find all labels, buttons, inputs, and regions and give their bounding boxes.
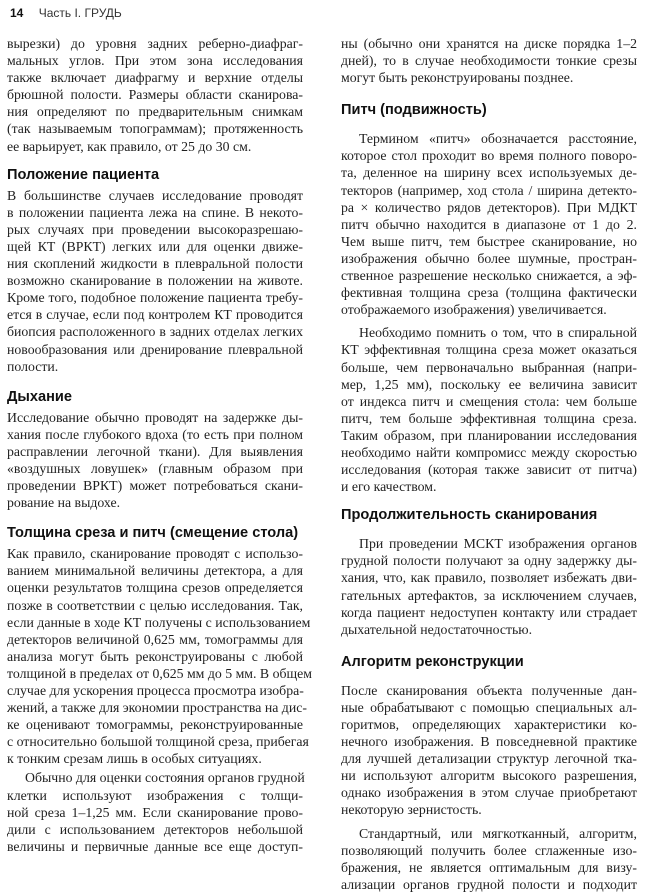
text-line: полости. [7, 358, 59, 374]
text-line: к тонким срезам лишь в особых ситуациях. [7, 751, 262, 767]
text-line: новообразования или дренирование плевральной [7, 341, 303, 357]
text-line: которое стол проходит во время полного поворо- [341, 148, 637, 164]
page-number: 14 [10, 6, 24, 20]
text-line: ке оценивают томограммы, реконструированные [7, 717, 303, 733]
text-line: некоторую зернистость. [341, 802, 482, 818]
text-line: фективная толщина среза (толщина фактически [341, 285, 637, 301]
text-line: ны (обычно они хранятся на диске порядка 1–2 [341, 36, 637, 51]
text-line: В большинстве случаев исследование проводят [7, 187, 303, 203]
text-line: однако изображения в этом случае приобретают [341, 785, 637, 801]
text-line: возможно сканирование в положении на животе. [7, 273, 303, 289]
text-line: необходимо найти компромисс между скоростью [341, 444, 637, 460]
text-line: ни используют алгоритм высокого разрешения, [341, 768, 637, 784]
text-line: если данные в ходе КТ получены с использованием [7, 614, 311, 630]
text-line: анализа могут быть реконструированы с любой [7, 648, 303, 664]
text-line: «воздушных ловушек» (главным образом при [7, 460, 303, 476]
text-line: рых случаях при проведении высокоразрешаю- [7, 221, 303, 237]
paragraph [341, 35, 637, 86]
paragraph [7, 545, 312, 767]
text-line: текторов (например, ход стола / ширина детекто- [341, 182, 637, 198]
paragraph [341, 825, 637, 893]
text-line: детекторов величиной 0,625 мм, томограммы для [7, 631, 303, 647]
section-heading: Алгоритм реконструкции [341, 653, 524, 670]
text-line: ра × количество рядов детекторов). При МДКТ [341, 199, 637, 215]
text-line: мер, 1,25 мм), поскольку ее величина зависит [341, 376, 637, 392]
text-line: ной среза 1–1,25 мм. Если сканирование прово- [7, 804, 303, 820]
text-line: мальных углов. При этом зона исследования [7, 53, 303, 69]
text-line: изображения обычно более шумные, простран- [341, 250, 637, 266]
paragraph [341, 324, 637, 495]
text-line: (так называемым топограммам); протяженность [7, 121, 303, 137]
paragraph [7, 35, 303, 155]
text-line: в положении пациента лежа на спине. В некото- [7, 204, 303, 220]
text-line: ния скоплений жидкости в плевральной полости [7, 256, 303, 272]
text-line: ния определяют по предварительным снимкам [7, 104, 303, 120]
left-column [7, 35, 312, 855]
text-line: Кроме того, подобное положение пациента требу- [7, 290, 303, 306]
text-line: дыхательной недостаточностью. [341, 621, 533, 637]
text-line: дней), то в случае необходимости тонкие срезы [341, 53, 637, 69]
paragraph [7, 187, 303, 375]
running-head [10, 5, 122, 21]
text-line: брюшной полости. Размеры области сканирова- [7, 87, 303, 103]
text-line: клетки используют изображения с толщи- [7, 787, 303, 803]
paragraph [7, 409, 303, 512]
text-line: хания после глубокого вдоха (то есть при полном [7, 426, 303, 442]
text-line: от индекса питч и смещения стола: чем больше [341, 393, 637, 409]
text-line: позже в соответствии с целью исследования. Так, [7, 597, 303, 613]
text-line: КТ эффективная толщина среза может оказаться [341, 342, 637, 358]
text-line: Термином «питч» обозначается расстояние, [359, 131, 637, 147]
section-heading: Толщина среза и питч (смещение стола) [7, 525, 299, 542]
text-line: та, деленное на ширину всех используемых де- [341, 165, 637, 181]
text-line: Обычно для оценки состояния органов грудной [25, 770, 305, 786]
text-line: случае для ускорения процесса просмотра изобра- [7, 683, 304, 698]
text-line: для лучшей детализации структур легочной тка- [341, 751, 637, 767]
text-line: биопсия расположенного в задних отделах легких [7, 324, 303, 340]
text-line: горитмов, определяющих характеристики ко- [341, 717, 637, 732]
text-line: дили с использованием детекторов небольшой [7, 821, 303, 837]
text-line: Таким образом, при планировании исследования [341, 427, 637, 443]
text-line: хания, что, как правило, позволяет избежать дви- [341, 570, 637, 586]
text-line: рование на выдохе. [7, 495, 121, 511]
text-line: ные обрабатывают с помощью специальных ал- [341, 699, 637, 715]
part-title: Часть I. ГРУДЬ [38, 6, 122, 20]
text-line: После сканирования объекта полученные дан- [341, 682, 637, 698]
text-line: больше, чем первоначально выбранная (напри- [341, 359, 637, 375]
text-line: расправлении легочной ткани). Для выявления [7, 443, 303, 459]
text-line: когда пациент недоступен контакту или страдает [341, 604, 637, 620]
section-heading: Продолжительность сканирования [341, 507, 598, 524]
text-line: Исследование обычно проводят на задержке ды- [7, 409, 303, 425]
section-heading: Положение пациента [7, 166, 160, 183]
text-line: гательных артефактов, за исключением случаев, [341, 587, 637, 603]
text-line: питч, тем больше эффективная толщина среза. [341, 410, 637, 426]
text-line: и его качеством. [341, 479, 437, 495]
paragraph [341, 130, 637, 318]
text-line: проведении ВРКТ) может потребоваться скани- [7, 478, 303, 494]
text-line: ее варьирует, как правило, от 25 до 30 см. [7, 138, 252, 154]
text-line: питч обычно находится в диапазоне от 1 до 2. [341, 216, 637, 232]
text-line: Стандартный, или мягкотканный, алгоритм, [359, 825, 637, 841]
text-line: ется в случае, если под контролем КТ проводится [7, 307, 303, 323]
text-line: с относительно большой толщиной среза, прибегая [7, 734, 309, 750]
text-line: нечного изображения. В повседневной практике [341, 734, 637, 750]
text-line: При проведении МСКТ изображения органов [359, 536, 637, 552]
right-column [341, 35, 637, 893]
text-line: величины и первичные данные все еще доступ- [7, 838, 303, 854]
text-line: отображаемого изображения) увеличивается. [341, 302, 607, 318]
text-line: Как правило, сканирование проводят с использо- [7, 546, 303, 562]
text-line: ализации органов грудной полости и подходит [341, 876, 637, 892]
text-line: вырезки) до уровня задних реберно-диафраг- [7, 36, 303, 51]
text-line: оценки результатов толщина срезов определяется [7, 580, 303, 596]
text-line: также включает диафрагму и верхние отделы [7, 70, 303, 86]
text-line: щей КТ (ВРКТ) легких или для оценки движе- [7, 238, 303, 254]
text-line: жений, а также для экономии пространства на дис- [7, 700, 307, 716]
text-line: Необходимо помнить о том, что в спиральной [359, 325, 637, 341]
paragraph [341, 682, 637, 819]
text-line: исследования (которая также зависит от питча) [341, 462, 637, 478]
section-heading: Дыхание [7, 388, 72, 405]
paragraph [341, 535, 637, 638]
text-line: ванием минимальной величины детектора, а для [7, 563, 303, 579]
text-line: бражения, не является оптимальным для визу- [341, 859, 637, 875]
paragraph [7, 769, 303, 854]
text-line: толщиной в пределах от 0,625 мм до 5 мм. В общем [7, 665, 312, 681]
text-line: позволяющий получить более сглаженные изо- [341, 842, 637, 858]
text-line: могут быть реконструированы позднее. [341, 70, 574, 86]
text-line: Чем выше питч, тем быстрее сканирование, но [341, 233, 637, 249]
text-line: ственное разрешение несколько снижается, а эф- [341, 268, 637, 284]
text-line: грудной полости получают за одну задержку ды- [341, 553, 637, 569]
section-heading: Питч (подвижность) [341, 102, 487, 119]
